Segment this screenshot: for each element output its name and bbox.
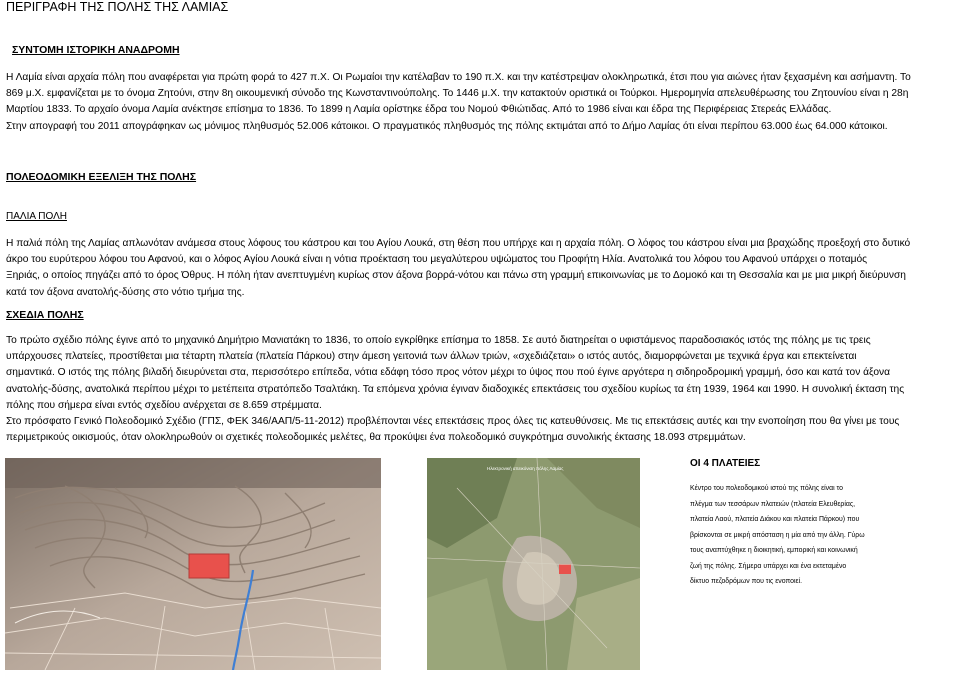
squares-paragraph: [690, 481, 958, 590]
plan-heading: ΣΧΕΔΙΑ ΠΟΛΗΣ: [6, 309, 84, 321]
squares-line: πλατεία Λαού, πλατεία Διάκου και πλατεία Πάρκου) που: [690, 516, 860, 523]
plan-line: υπάρχουσες πλατείες, προστίθεται μια τέταρτη πλατεία (πλατεία Πάρκου) στην άμεση γειτονιά των άλλων τριών, «σχεδιάζεται» ο ιστός αυτός, διαμορφώνεται με τεχνικά έργα και επεκτείνεται: [6, 351, 857, 363]
squares-line: δίκτυο πεζοδρόμων που τις ενοποιεί.: [690, 578, 803, 585]
page-title: ΠΕΡΙΓΡΑΦΗ ΤΗΣ ΠΟΛΗΣ ΤΗΣ ΛΑΜΙΑΣ: [6, 0, 229, 14]
history-line: Η Λαμία είναι αρχαία πόλη που αναφέρεται για πρώτη φορά το 427 π.Χ. Οι Ρωμαίοι την κατέλαβαν το 190 π.Χ. και την κατέστρεψαν ολοκληρωτικά, έτσι που για αιώνες ήταν ξεχασμένη και ασήμαντη. Το: [6, 72, 911, 83]
old-city-line: Ξηριάς, ο οποίος πηγάζει από το όρος Όθρυς. Η πόλη ήταν ανεπτυγμένη κυρίως στον άξονα βορρά-νότου και πάνω στη γραμμή επικοινωνίας με το Δομοκό και τη Θεσσαλία και με μια μικρή διεύρυνση: [6, 270, 906, 282]
old-city-heading: ΠΑΛΙΑ ΠΟΛΗ: [6, 211, 67, 222]
old-city-line: Η παλιά πόλη της Λαμίας απλωνόταν ανάμεσα στους λόφους του κάστρου και του Αγίου Λουκά, στη θέση που υπήρχε και η αρχαία πόλη. Ο λόφος του κάστρου είναι μια βραχώδης προεξοχή στο δυτικό: [6, 238, 911, 249]
plan-paragraph: [6, 333, 956, 446]
history-line: Στην απογραφή του 2011 απογράφηκαν ως μόνιμος πληθυσμός 52.006 κάτοικοι. Ο πραγματικός πληθυσμός της πόλης εκτιμάται από το Δήμο Λαμίας ότι είναι περίπου 63.000 έως 64.000 κάτοικοι.: [6, 120, 888, 132]
old-city-line: κατά τον άξονα ανατολής-δύσης στο νότιο τμήμα της.: [6, 286, 245, 298]
old-city-paragraph: [6, 236, 956, 301]
history-heading: ΣΥΝΤΟΜΗ ΙΣΤΟΡΙΚΗ ΑΝΑΔΡΟΜΗ: [12, 44, 180, 56]
plan-line: σημαντικά. Ο ιστός της πόλης βιλαδή διευρύνεται στα, περισσότερο επίπεδα, νότια εδάφη τόσο προς νότον μέχρι το ύψος που πού έγινε αργότερα η σιδηροδρομική γραμμή, όσο και κατά τον άξονα: [6, 367, 890, 379]
history-paragraph: [6, 70, 956, 135]
squares-line: βρίσκονται σε μικρή απόσταση η μία από την άλλη. Γύρω: [690, 531, 865, 539]
topographic-model-photo: [5, 458, 381, 670]
aerial-map-photo: [427, 458, 640, 670]
plan-line: Το πρώτο σχέδιο πόλης έγινε από το μηχανικό Δημήτριο Μανιατάκη το 1836, το οποίο εγκρίθηκε επίσημα το 1858. Σε αυτό διατηρείται ο υφιστάμενος παραδοσιακός ιστός της πόλης με τις τρεις: [6, 335, 871, 346]
urban-heading: ΠΟΛΕΟΔΟΜΙΚΗ ΕΞΕΛΙΞΗ ΤΗΣ ΠΟΛΗΣ: [6, 171, 197, 183]
history-line: 869 μ.Χ. εμφανίζεται με το όνομα Ζητούνι, στην 8η οικουμενική σύνοδο της Κωνσταντινούπολης. Το 1446 μ.Χ. την κατακτούν οριστικά οι Τούρκοι. Ημερομηνία απελευθέρωσης του Ζητουνίου είναι η 28η: [6, 88, 909, 100]
plan-line: περιμετρικούς οικισμούς, όταν ολοκληρωθούν οι σχετικές πολεοδομικές μελέτες, θα προκύψει ένα πολεοδομικό συγκρότημα συνολικής έκτασης 18.093 στρεμμάτων.: [6, 432, 746, 444]
squares-line: Κέντρο του πολεοδομικού ιστού της πόλης είναι το: [690, 485, 844, 492]
squares-line: τους αναπτύχθηκε η διοικητική, εμπορική και κοινωνική: [690, 547, 858, 554]
squares-heading: ΟΙ 4 ΠΛΑΤΕΙΕΣ: [690, 458, 761, 469]
plan-line: ανατολής-δύσης, ανατολικά περίπου μέχρι το μετέπειτα στρατόπεδο Τσαλτάκη. Τα επόμενα χρόνια έγιναν διαδοχικές επεκτάσεις του σχεδίου κυρίως τα έτη 1939, 1964 και 1990. Η συνολική έκταση της: [6, 383, 905, 395]
squares-line: ζωή της πόλης. Σήμερα υπάρχει και ένα εκτεταμένο: [690, 562, 847, 570]
old-city-line: άκρο του ευρύτερου λόφου του Αφανού, και ο λόφος Αγίου Λουκά είναι η νότια προέκταση του μεγαλύτερου υψώματος του Προφήτη Ηλία. Ανατολικά του λόφου του Αφανού υπάρχει ο ποταμός: [6, 254, 868, 266]
aerial-caption: Ηλεκτρονική απεικόνιση πόλης Λαμίας: [487, 466, 564, 471]
plan-line: Στο πρόσφατο Γενικό Πολεοδομικό Σχέδιο (ΓΠΣ, ΦΕΚ 346/ΑΑΠ/5-11-2012) προβλέπονται νέες επεκτάσεις προς όλες τις κατευθύνσεις. Με τις επεκτάσεις αυτές και την ενοποίηση που θα γίνει με τους: [6, 416, 900, 428]
history-line: Μαρτίου 1833. Το αρχαίο όνομα Λαμία ανέκτησε επίσημα το 1836. Το 1899 η Λαμία ορίστηκε έδρα του Νομού Φθιώτιδας. Από το 1986 είναι και έδρα της Περιφέρειας Στερεάς Ελλάδας.: [6, 104, 832, 116]
plan-line: πόλης που σήμερα είναι εντός σχεδίου ανέρχεται σε 8.659 στρέμματα.: [6, 399, 322, 411]
squares-line: πλέγμα των τεσσάρων πλατειών (πλατεία Ελευθερίας,: [690, 500, 856, 508]
